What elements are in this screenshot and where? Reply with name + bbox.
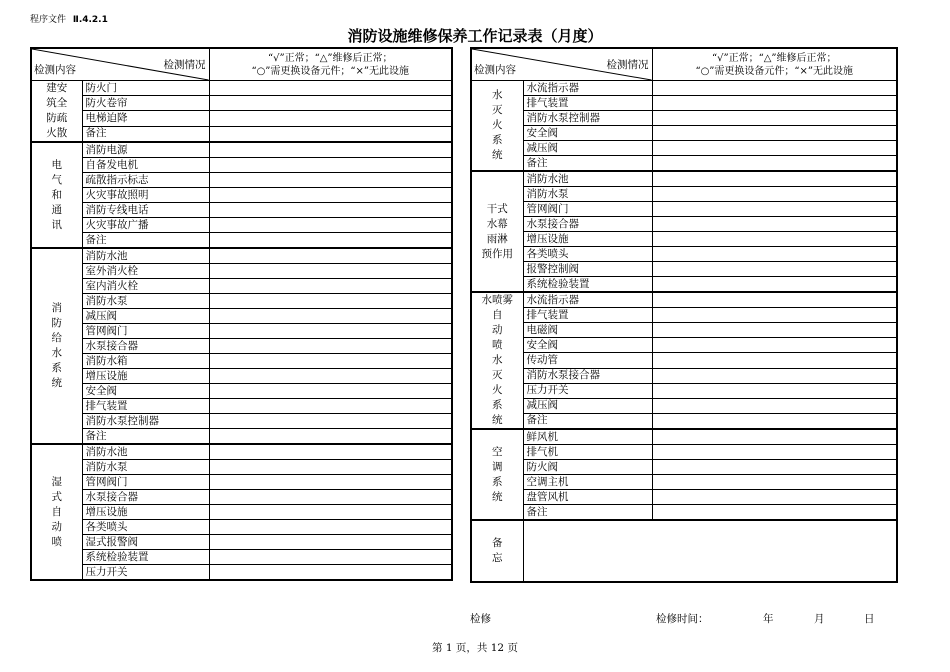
table-row xyxy=(471,262,897,277)
item-cell: 各类喷头 xyxy=(523,247,652,262)
status-cell[interactable] xyxy=(209,158,452,173)
table-row xyxy=(31,520,452,535)
table-row xyxy=(471,141,897,156)
item-cell: 管网阀门 xyxy=(523,202,652,217)
status-cell[interactable] xyxy=(652,247,897,262)
table-row xyxy=(31,248,452,264)
right-record-table xyxy=(470,47,898,583)
item-cell: 减压阀 xyxy=(523,141,652,156)
table-row xyxy=(31,505,452,520)
page-number: 第 1 页，共 12 页 xyxy=(432,642,518,654)
day-label: 日 xyxy=(864,613,875,625)
status-cell[interactable] xyxy=(209,444,452,460)
item-cell: 减压阀 xyxy=(82,309,209,324)
legend-line-2: “○”需更换设备元件；“×”无此设施 xyxy=(251,65,410,77)
status-cell[interactable] xyxy=(652,383,897,398)
item-cell: 防火门 xyxy=(82,81,209,96)
status-cell[interactable] xyxy=(209,565,452,581)
status-cell[interactable] xyxy=(652,202,897,217)
doc-header-label: 程序文件 xyxy=(30,15,67,25)
status-cell[interactable] xyxy=(209,324,452,339)
table-row xyxy=(31,565,452,581)
status-header-label: 检测情况 xyxy=(163,59,206,71)
item-cell: 增压设施 xyxy=(82,505,209,520)
table-row xyxy=(31,233,452,249)
page-title: 消防设施维修保养工作记录表（月度） xyxy=(347,27,603,45)
status-cell[interactable] xyxy=(652,429,897,445)
status-cell[interactable] xyxy=(652,141,897,156)
status-cell[interactable] xyxy=(652,490,897,505)
legend-line-1: “√”正常；“△”维修后正常； xyxy=(711,52,837,64)
category-cell: 水喷雾 自 动 喷 水 灭 火 系 统 xyxy=(471,292,523,429)
table-row xyxy=(31,173,452,188)
table-row xyxy=(471,111,897,126)
table-row xyxy=(31,294,452,309)
status-cell[interactable] xyxy=(652,277,897,293)
table-row xyxy=(471,232,897,247)
table-row xyxy=(471,368,897,383)
table-row xyxy=(31,158,452,173)
item-cell: 消防水池 xyxy=(523,171,652,187)
status-cell[interactable] xyxy=(652,81,897,96)
table-row xyxy=(31,429,452,445)
table-row xyxy=(471,323,897,338)
category-cell: 空 调 系 统 xyxy=(471,429,523,520)
table-row xyxy=(31,354,452,369)
item-cell: 水泵接合器 xyxy=(82,490,209,505)
status-cell[interactable] xyxy=(652,187,897,202)
status-cell[interactable] xyxy=(209,309,452,324)
table-row xyxy=(471,398,897,413)
status-cell[interactable] xyxy=(209,173,452,188)
table-row xyxy=(31,444,452,460)
table-row xyxy=(31,111,452,126)
legend-line-1: “√”正常；“△”维修后正常； xyxy=(267,52,393,64)
status-cell[interactable] xyxy=(209,96,452,111)
item-cell: 排气装置 xyxy=(82,399,209,414)
item-cell: 湿式报警阀 xyxy=(82,535,209,550)
item-cell: 消防水池 xyxy=(82,444,209,460)
item-cell: 空调主机 xyxy=(523,475,652,490)
table-row xyxy=(31,339,452,354)
item-cell: 备注 xyxy=(523,413,652,429)
table-row xyxy=(471,413,897,429)
table-row xyxy=(471,338,897,353)
table-row xyxy=(471,156,897,172)
status-cell[interactable] xyxy=(209,414,452,429)
table-row xyxy=(471,171,897,187)
table-row xyxy=(471,277,897,293)
status-cell[interactable] xyxy=(652,338,897,353)
table-row xyxy=(31,142,452,158)
item-cell: 消防专线电话 xyxy=(82,203,209,218)
item-cell: 各类喷头 xyxy=(82,520,209,535)
status-cell[interactable] xyxy=(209,490,452,505)
item-cell: 报警控制阀 xyxy=(523,262,652,277)
table-row xyxy=(31,126,452,142)
item-cell: 备注 xyxy=(523,156,652,172)
item-cell: 增压设施 xyxy=(523,232,652,247)
table-row xyxy=(471,490,897,505)
item-cell: 系统检验装置 xyxy=(82,550,209,565)
item-cell: 备注 xyxy=(82,233,209,249)
item-cell: 消防水泵控制器 xyxy=(523,111,652,126)
item-cell: 电梯迫降 xyxy=(82,111,209,126)
item-cell: 安全阀 xyxy=(523,338,652,353)
table-row xyxy=(31,81,452,96)
category-cell: 干式 水幕 雨淋 预作用 xyxy=(471,171,523,292)
status-cell[interactable] xyxy=(652,217,897,232)
item-cell: 水泵接合器 xyxy=(82,339,209,354)
status-cell[interactable] xyxy=(652,368,897,383)
item-cell: 盘管风机 xyxy=(523,490,652,505)
item-cell: 防火卷帘 xyxy=(82,96,209,111)
status-cell[interactable] xyxy=(652,232,897,247)
year-label: 年 xyxy=(763,613,774,625)
table-row xyxy=(31,324,452,339)
item-cell: 火灾事故照明 xyxy=(82,188,209,203)
doc-header xyxy=(30,12,108,25)
table-row xyxy=(31,490,452,505)
table-row xyxy=(471,217,897,232)
status-cell[interactable] xyxy=(652,475,897,490)
item-cell: 备注 xyxy=(82,429,209,445)
table-row xyxy=(31,460,452,475)
item-cell: 排气机 xyxy=(523,445,652,460)
status-cell[interactable] xyxy=(209,505,452,520)
table-row xyxy=(31,218,452,233)
month-label: 月 xyxy=(814,613,825,625)
status-cell[interactable] xyxy=(209,203,452,218)
item-cell: 防火阀 xyxy=(523,460,652,475)
table-row xyxy=(31,188,452,203)
table-row xyxy=(471,308,897,323)
item-cell: 消防水泵接合器 xyxy=(523,368,652,383)
item-cell: 水流指示器 xyxy=(523,81,652,96)
header-diagonal-cell xyxy=(31,48,209,81)
item-cell: 排气装置 xyxy=(523,96,652,111)
header-diagonal-cell xyxy=(471,48,652,81)
category-cell: 水 灭 火 系 统 xyxy=(471,81,523,172)
status-header-label: 检测情况 xyxy=(606,59,649,71)
status-cell[interactable] xyxy=(209,279,452,294)
content-header-label: 检测内容 xyxy=(474,64,516,76)
table-row xyxy=(471,429,897,445)
table-row xyxy=(31,535,452,550)
memo-field[interactable] xyxy=(523,520,897,582)
status-cell[interactable] xyxy=(652,111,897,126)
status-cell[interactable] xyxy=(209,369,452,384)
category-cell: 电 气 和 通 讯 xyxy=(31,142,82,248)
item-cell: 消防水泵 xyxy=(82,294,209,309)
status-cell[interactable] xyxy=(209,294,452,309)
table-row xyxy=(31,369,452,384)
status-cell[interactable] xyxy=(209,550,452,565)
status-cell[interactable] xyxy=(209,475,452,490)
status-cell[interactable] xyxy=(652,398,897,413)
item-cell: 系统检验装置 xyxy=(523,277,652,293)
status-cell[interactable] xyxy=(209,460,452,475)
status-cell[interactable] xyxy=(209,399,452,414)
category-cell: 建安 筑全 防疏 火散 xyxy=(31,81,82,143)
table-row xyxy=(31,309,452,324)
status-cell[interactable] xyxy=(209,142,452,158)
status-cell[interactable] xyxy=(209,339,452,354)
table-row xyxy=(471,187,897,202)
item-cell: 安全阀 xyxy=(523,126,652,141)
item-cell: 安全阀 xyxy=(82,384,209,399)
table-row xyxy=(471,383,897,398)
item-cell: 消防水箱 xyxy=(82,354,209,369)
item-cell: 消防水泵 xyxy=(82,460,209,475)
status-cell[interactable] xyxy=(652,171,897,187)
table-row xyxy=(471,202,897,217)
legend-cell xyxy=(209,48,452,81)
status-cell[interactable] xyxy=(652,96,897,111)
memo-row xyxy=(471,520,897,582)
status-cell[interactable] xyxy=(652,505,897,521)
item-cell: 室内消火栓 xyxy=(82,279,209,294)
item-cell: 传动管 xyxy=(523,353,652,368)
item-cell: 鲜风机 xyxy=(523,429,652,445)
status-cell[interactable] xyxy=(652,262,897,277)
content-header-label: 检测内容 xyxy=(34,64,76,76)
status-cell[interactable] xyxy=(209,520,452,535)
item-cell: 消防电源 xyxy=(82,142,209,158)
table-row xyxy=(31,399,452,414)
status-cell[interactable] xyxy=(209,429,452,445)
status-cell[interactable] xyxy=(652,413,897,429)
item-cell: 压力开关 xyxy=(523,383,652,398)
status-cell[interactable] xyxy=(209,111,452,126)
item-cell: 室外消火栓 xyxy=(82,264,209,279)
table-row xyxy=(471,353,897,368)
table-row xyxy=(471,475,897,490)
table-row xyxy=(31,264,452,279)
item-cell: 火灾事故广播 xyxy=(82,218,209,233)
table-row xyxy=(471,292,897,308)
table-row xyxy=(471,96,897,111)
status-cell[interactable] xyxy=(209,535,452,550)
status-cell[interactable] xyxy=(209,126,452,142)
memo-label: 备 忘 xyxy=(471,520,523,582)
table-row xyxy=(471,126,897,141)
table-row xyxy=(471,505,897,521)
item-cell: 消防水泵 xyxy=(523,187,652,202)
item-cell: 自备发电机 xyxy=(82,158,209,173)
item-cell: 水流指示器 xyxy=(523,292,652,308)
status-cell[interactable] xyxy=(652,292,897,308)
left-record-table xyxy=(30,47,453,581)
table-row xyxy=(31,279,452,294)
table-row xyxy=(31,550,452,565)
table-row xyxy=(31,96,452,111)
status-cell[interactable] xyxy=(652,445,897,460)
status-cell[interactable] xyxy=(209,81,452,96)
table-row xyxy=(471,460,897,475)
item-cell: 水泵接合器 xyxy=(523,217,652,232)
status-cell[interactable] xyxy=(652,353,897,368)
inspector-label: 检修 xyxy=(470,613,491,625)
table-row xyxy=(471,81,897,96)
table-row xyxy=(471,445,897,460)
item-cell: 备注 xyxy=(82,126,209,142)
status-cell[interactable] xyxy=(209,354,452,369)
table-row xyxy=(31,203,452,218)
category-cell: 湿 式 自 动 喷 xyxy=(31,444,82,580)
table-row xyxy=(31,475,452,490)
status-cell[interactable] xyxy=(209,384,452,399)
item-cell: 管网阀门 xyxy=(82,324,209,339)
status-cell[interactable] xyxy=(209,264,452,279)
item-cell: 压力开关 xyxy=(82,565,209,581)
table-row xyxy=(31,414,452,429)
table-row xyxy=(471,247,897,262)
category-cell: 消 防 给 水 系 统 xyxy=(31,248,82,444)
item-cell: 管网阀门 xyxy=(82,475,209,490)
item-cell: 消防水池 xyxy=(82,248,209,264)
status-cell[interactable] xyxy=(652,156,897,172)
inspection-time-label: 检修时间： xyxy=(656,613,709,625)
status-cell[interactable] xyxy=(652,126,897,141)
item-cell: 排气装置 xyxy=(523,308,652,323)
legend-cell xyxy=(652,48,897,81)
doc-code: Ⅱ.4.2.1 xyxy=(72,15,108,25)
item-cell: 疏散指示标志 xyxy=(82,173,209,188)
status-cell[interactable] xyxy=(652,308,897,323)
status-cell[interactable] xyxy=(209,188,452,203)
status-cell[interactable] xyxy=(652,323,897,338)
status-cell[interactable] xyxy=(652,460,897,475)
item-cell: 备注 xyxy=(523,505,652,521)
status-cell[interactable] xyxy=(209,248,452,264)
item-cell: 增压设施 xyxy=(82,369,209,384)
item-cell: 电磁阀 xyxy=(523,323,652,338)
item-cell: 减压阀 xyxy=(523,398,652,413)
legend-line-2: “○”需更换设备元件；“×”无此设施 xyxy=(695,65,854,77)
item-cell: 消防水泵控制器 xyxy=(82,414,209,429)
status-cell[interactable] xyxy=(209,233,452,249)
status-cell[interactable] xyxy=(209,218,452,233)
table-row xyxy=(31,384,452,399)
